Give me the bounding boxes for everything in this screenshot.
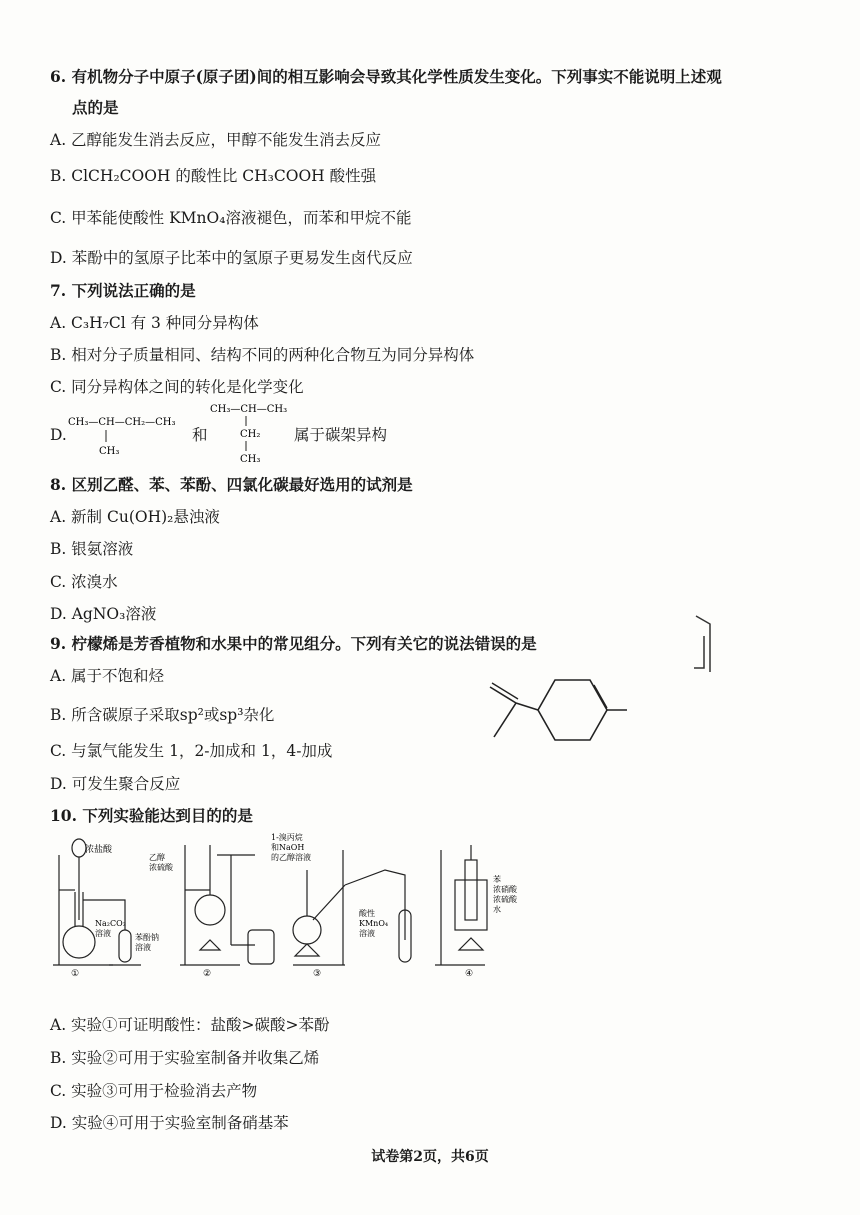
- limonene-structure: [480, 675, 640, 755]
- label-bromopropane-3: 的乙醇溶液: [271, 853, 311, 862]
- q7-option-d-and: 和: [192, 426, 208, 444]
- q7-struct2-mid: CH₂: [240, 429, 261, 440]
- q6-option-b: B. ClCH₂COOH 的酸性比 CH₃COOH 酸性强: [50, 167, 377, 185]
- q8-option-c: C. 浓溴水: [50, 573, 118, 591]
- label-phenolate-2: 溶液: [135, 943, 151, 952]
- label-apparatus-1: ①: [71, 969, 80, 979]
- label-na2co3-1: Na₂CO₃: [95, 919, 126, 928]
- q6-stem-line2: 点的是: [72, 98, 119, 117]
- q7-struct1-branch: CH₃: [99, 446, 120, 457]
- q7-option-d-label: D.: [50, 426, 67, 444]
- q10-option-a: A. 实验①可证明酸性：盐酸>碳酸>苯酚: [50, 1016, 330, 1034]
- label-kmno4-3: 溶液: [359, 929, 375, 938]
- q8-option-d: D. AgNO₃溶液: [50, 605, 157, 623]
- label-na2co3-2: 溶液: [95, 929, 111, 938]
- label-kmno4-1: 酸性: [359, 909, 375, 918]
- q6-stem-line1: 6. 有机物分子中原子(原子团)间的相互影响会导致其化学性质发生变化。下列事实不能说明上述观: [50, 67, 722, 86]
- page-footer: 试卷第2页，共6页: [371, 1149, 489, 1165]
- q9-stem: 9. 柠檬烯是芳香植物和水果中的常见组分。下列有关它的说法错误的是: [50, 634, 537, 653]
- q7-option-a: A. C₃H₇Cl 有 3 种同分异构体: [50, 314, 259, 332]
- q9-option-c: C. 与氯气能发生 1，2-加成和 1，4-加成: [50, 742, 333, 760]
- label-hno3: 浓硝酸: [493, 885, 517, 894]
- q9-option-a: A. 属于不饱和烃: [50, 667, 165, 685]
- q9-option-d: D. 可发生聚合反应: [50, 775, 181, 793]
- q6-option-c: C. 甲苯能使酸性 KMnO₄溶液褪色，而苯和甲烷不能: [50, 209, 412, 227]
- q10-stem: 10. 下列实验能达到目的的是: [50, 806, 253, 825]
- q9-option-b: B. 所含碳原子采取sp²或sp³杂化: [50, 706, 275, 724]
- q7-struct2-bottom: CH₃: [240, 454, 261, 465]
- label-bromopropane-2: 和NaOH: [271, 843, 305, 852]
- q7-struct1-main: CH₃—CH—CH₂—CH₃: [68, 417, 176, 428]
- q6-option-d: D. 苯酚中的氢原子比苯中的氢原子更易发生卤代反应: [50, 249, 413, 267]
- q7-option-c: C. 同分异构体之间的转化是化学变化: [50, 378, 304, 396]
- q8-stem: 8. 区别乙醛、苯、苯酚、四氯化碳最好选用的试剂是: [50, 475, 413, 494]
- margin-mark: [690, 610, 720, 675]
- label-kmno4-2: KMnO₄: [359, 919, 389, 928]
- q7-struct2-top: CH₃—CH—CH₃: [210, 404, 288, 415]
- label-benzene: 苯: [493, 875, 501, 884]
- label-hcl: 浓盐酸: [85, 845, 113, 855]
- label-ethanol-1: 乙醇: [149, 853, 165, 862]
- q8-option-a: A. 新制 Cu(OH)₂悬浊液: [50, 508, 220, 526]
- label-h2so4: 浓硫酸: [493, 895, 517, 904]
- q7-option-d-text: 属于碳架异构: [294, 426, 388, 444]
- q10-option-b: B. 实验②可用于实验室制备并收集乙烯: [50, 1049, 320, 1067]
- q7-stem: 7. 下列说法正确的是: [50, 281, 196, 300]
- q10-option-c: C. 实验③可用于检验消去产物: [50, 1082, 258, 1100]
- q7-option-b: B. 相对分子质量相同、结构不同的两种化合物互为同分异构体: [50, 346, 475, 364]
- label-phenolate-1: 苯酚钠: [135, 933, 159, 942]
- label-ethanol-2: 浓硫酸: [149, 863, 173, 872]
- label-apparatus-4: ④: [465, 969, 474, 979]
- q8-option-b: B. 银氨溶液: [50, 540, 134, 558]
- label-water: 水: [493, 905, 501, 914]
- q10-apparatus-figure: [45, 830, 517, 980]
- label-apparatus-3: ③: [313, 969, 322, 979]
- q10-option-d: D. 实验④可用于实验室制备硝基苯: [50, 1114, 289, 1132]
- label-bromopropane-1: 1-溴丙烷: [271, 833, 303, 842]
- label-apparatus-2: ②: [203, 969, 212, 979]
- q7-structure-2: [208, 398, 308, 468]
- q6-option-a: A. 乙醇能发生消去反应，甲醇不能发生消去反应: [50, 131, 382, 149]
